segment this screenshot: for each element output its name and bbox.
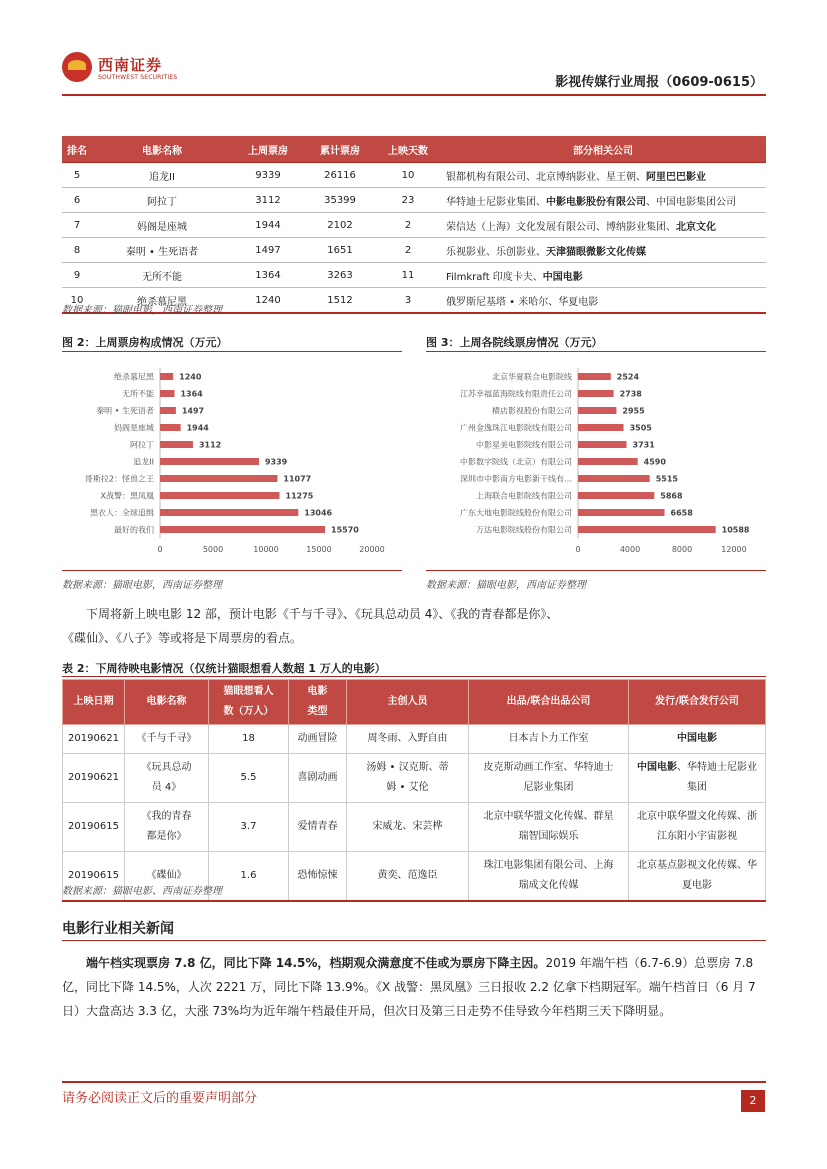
fig2-source: 数据来源：猫眼电影，西南证券整理 [62,580,222,591]
header-rule [62,94,766,96]
cast-cell-line: 黄奕、范逸臣 [377,870,438,881]
logo-text: 西南证券 [98,56,163,74]
rank-cell: 10 [62,288,92,314]
preview-line-2: 《碟仙》、《八子》等或将是下周票房的看点。 [62,631,303,645]
x-tick-label: 4000 [619,545,641,554]
bar-value-label: 6658 [670,508,693,518]
bar [578,373,611,380]
bar-value-label: 3731 [632,440,655,450]
category-label: 阿拉丁 [130,440,154,450]
film-name-cell-line: 都是你》 [146,831,187,842]
bar [160,509,298,516]
box-office-composition-chart [62,360,402,565]
x-tick-label: 0 [157,545,163,554]
cast-cell [347,725,469,754]
bar [160,373,173,380]
rank-cell: 7 [62,213,92,238]
table-row [62,263,766,288]
category-label: 绝杀慕尼黑 [114,372,154,382]
bar-value-label: 11275 [285,491,314,501]
producer-cell-line: 珠江电影集团有限公司、上海 [483,860,614,871]
distributor-highlight: 中国电影 [637,762,677,773]
bar [160,492,280,499]
rank-cell: 9 [62,263,92,288]
table2-header-row [63,680,766,725]
category-label: 深圳市中影南方电影新干线有… [460,474,572,484]
producer-cell [469,754,629,803]
news-paragraph [62,951,766,1023]
bar [578,441,627,448]
section-heading: 电影行业相关新闻 [62,921,174,937]
col-want-count: 猫眼想看人 数（万人） [209,680,289,725]
bar [578,492,654,499]
section-rule [62,940,766,941]
bar-value-label: 10588 [721,525,750,535]
bar-value-label: 1364 [180,389,203,399]
film-type-cell: 喜剧动画 [289,754,347,803]
category-label: 无所不能 [122,389,154,399]
companies-text: 乐视影业、乐创影业、 [446,246,546,258]
film-name-cell-line: 《碟仙》 [146,870,187,881]
logo-subtext: SOUTHWEST SECURITIES [98,74,178,81]
companies-highlight: 天津猫眼微影文化传媒 [546,246,646,258]
companies-text: 俄罗斯尼基塔 • 米哈尔、华夏电影 [446,296,599,308]
category-label: 横店影视股份有限公司 [492,406,572,416]
col-total: 累计票房 [304,136,376,163]
want-count-cell: 5.5 [209,754,289,803]
table-row [63,754,766,803]
table2-source: 数据来源：猫眼电影、西南证券整理 [62,886,222,897]
category-label: 广州金逸珠江电影院线有限公司 [460,423,572,433]
bar [160,526,325,533]
companies-cell [440,213,766,238]
days-cell: 3 [376,288,440,314]
companies-highlight: 北京文化 [676,221,716,233]
total-box-office-cell: 26116 [304,163,376,188]
days-cell: 2 [376,238,440,263]
table-row [63,725,766,754]
table-row [62,213,766,238]
distributor-cell [629,852,766,902]
film-name-cell-line: 《千与千寻》 [136,733,197,744]
distributor-cell [629,754,766,803]
cinema-line-chart [426,360,766,565]
producer-cell-line: 尼影业集团 [523,782,574,793]
release-date-cell: 20190621 [63,754,125,803]
want-count-cell: 1.6 [209,852,289,902]
companies-text: 银都机构有限公司、北京博纳影业、星王朝、 [446,171,646,183]
cast-cell-line: 姆 • 艾伦 [386,782,429,793]
bar-value-label: 1944 [186,423,209,433]
producer-cell-line: 皮克斯动画工作室、华特迪士 [483,762,614,773]
bar-value-label: 13046 [304,508,333,518]
category-label: 妈阁是座城 [114,423,154,433]
distributor-cell [629,725,766,754]
distributor-highlight: 中国电影 [677,733,717,744]
logo-icon [62,52,92,82]
category-label: 广东大地电影院线股份有限公司 [460,508,572,518]
footer-rule [62,1081,766,1083]
fig3-source: 数据来源：猫眼电影，西南证券整理 [426,580,586,591]
bar-value-label: 5515 [655,474,678,484]
table1-source: 数据来源：猫眼电影，西南证券整理 [62,305,222,316]
table2-title: 表 2：下周待映电影情况（仅统计猫眼想看人数超 1 万人的电影） [62,662,386,675]
col-companies: 部分相关公司 [440,136,766,163]
bar [578,509,665,516]
category-label: 哥斯拉2：怪兽之王 [84,474,154,484]
x-tick-label: 5000 [202,545,224,554]
bar-value-label: 1497 [181,406,205,416]
total-box-office-cell: 3263 [304,263,376,288]
film-name-cell [125,803,209,852]
days-cell: 10 [376,163,440,188]
col-film-type: 电影 类型 [289,680,347,725]
bar [160,441,193,448]
fig2-title: 图 2：上周票房构成情况（万元） [62,336,228,349]
release-date-cell: 20190621 [63,725,125,754]
days-cell: 2 [376,213,440,238]
total-box-office-cell: 1512 [304,288,376,314]
category-label: 中影星美电影院线有限公司 [476,440,572,450]
fig3-bottom-rule [426,570,766,571]
bar-value-label: 3505 [629,423,652,433]
companies-highlight: 中国电影 [542,271,583,283]
companies-cell [440,288,766,314]
col-cast: 主创人员 [347,680,469,725]
upcoming-films-table [62,679,766,902]
companies-text: 荣信达（上海）文化发展有限公司、博纳影业集团、 [446,221,676,233]
category-label: 秦明 • 生死语者 [96,406,154,416]
bar [578,407,616,414]
bar-value-label: 5868 [660,491,683,501]
companies-text-after: 、中国电影集团公司 [646,196,736,208]
category-label: 万达电影院线股份有限公司 [476,525,572,535]
bar [160,475,277,482]
producer-cell-line: 日本吉卜力工作室 [508,733,589,744]
bar-value-label: 3112 [198,440,222,450]
film-name-cell: 妈阁是座城 [92,213,232,238]
want-count-cell: 3.7 [209,803,289,852]
distributor-text: 北京中联华盟文化传媒、浙江东阳小宇宙影视 [637,811,757,842]
bar-value-label: 1240 [179,372,202,382]
distributor-cell [629,803,766,852]
companies-cell [440,188,766,213]
fig3-rule [426,351,766,352]
col-days: 上映天数 [376,136,440,163]
category-label: 中影数字院线（北京）有限公司 [460,457,572,467]
report-title: 影视传媒行业周报（0609-0615） [555,75,763,90]
category-label: 最好的我们 [114,525,154,535]
week-box-office-cell: 1364 [232,263,304,288]
release-date-cell: 20190615 [63,852,125,902]
film-name-cell-line: 员 4》 [151,782,182,793]
col-distributor: 发行/联合发行公司 [629,680,766,725]
producer-cell [469,725,629,754]
film-name-cell: 阿拉丁 [92,188,232,213]
film-type-cell: 爱情青春 [289,803,347,852]
bar [578,475,650,482]
bar [160,407,176,414]
preview-paragraph [62,602,766,650]
cast-cell [347,754,469,803]
cast-cell-line: 汤姆 • 汉克斯、蒂 [366,762,449,773]
distributor-text: 、华特迪士尼影业集团 [677,762,757,793]
days-cell: 11 [376,263,440,288]
category-label: 江苏幸福蓝海院线有限责任公司 [460,389,572,399]
table-row [62,188,766,213]
box-office-table [62,136,766,314]
fig3-title: 图 3：上周各院线票房情况（万元） [426,336,603,349]
col-release-date: 上映日期 [63,680,125,725]
x-tick-label: 0 [575,545,581,554]
companies-highlight: 阿里巴巴影业 [646,171,706,183]
category-label: 追龙II [133,457,154,467]
bar [578,424,624,431]
companies-cell [440,263,766,288]
film-name-cell-line: 《我的青春 [141,811,192,822]
cast-cell [347,852,469,902]
x-tick-label: 15000 [306,545,332,554]
bar [160,458,259,465]
total-box-office-cell: 35399 [304,188,376,213]
week-box-office-cell: 1240 [232,288,304,314]
bar [578,458,638,465]
film-type-cell: 动画冒险 [289,725,347,754]
bar-value-label: 9339 [264,457,288,467]
film-type-cell: 恐怖惊悚 [289,852,347,902]
film-name-cell: 追龙II [92,163,232,188]
days-cell: 23 [376,188,440,213]
table-row [62,238,766,263]
x-tick-label: 10000 [253,545,279,554]
film-name-cell [125,725,209,754]
total-box-office-cell: 2102 [304,213,376,238]
want-count-cell: 18 [209,725,289,754]
footer-notice: 请务必阅读正文后的重要声明部分 [62,1091,258,1106]
companies-highlight: 中影电影股份有限公司 [546,196,646,208]
bar-value-label: 2955 [622,406,645,416]
page-number: 2 [741,1090,765,1112]
col-film-name: 电影名称 [125,680,209,725]
week-box-office-cell: 3112 [232,188,304,213]
film-name-cell [125,754,209,803]
week-box-office-cell: 9339 [232,163,304,188]
col-week: 上周票房 [232,136,304,163]
category-label: 黑衣人：全球追缉 [90,508,154,518]
rank-cell: 8 [62,238,92,263]
table2-title-rule [62,676,766,677]
table-header-row [62,136,766,163]
bar-value-label: 15570 [331,525,359,535]
producer-cell-line: 瑞智国际娱乐 [518,831,579,842]
fig2-bottom-rule [62,570,402,571]
cast-cell [347,803,469,852]
fig2-rule [62,351,402,352]
companies-text: 华特迪士尼影业集团、 [446,196,546,208]
x-tick-label: 8000 [671,545,693,554]
news-headline: 端午档实现票房 7.8 亿，同比下降 14.5%，档期观众满意度不佳或为票房下降主因。 [86,956,546,970]
release-date-cell: 20190615 [63,803,125,852]
producer-cell-line: 北京中联华盟文化传媒、群星 [483,811,614,822]
rank-cell: 6 [62,188,92,213]
film-name-cell: 无所不能 [92,263,232,288]
film-name-cell: 绝杀慕尼黑 [92,288,232,314]
bar-value-label: 11077 [283,474,312,484]
producer-cell-line: 瑞成文化传媒 [518,880,579,891]
week-box-office-cell: 1497 [232,238,304,263]
col-name: 电影名称 [92,136,232,163]
x-tick-label: 12000 [721,545,747,554]
bar [160,390,174,397]
news-body: 2019 年端午档（6.7-6.9）总票房 7.8 亿，同比下降 14.5%，人次 2221 万，同比下降 13.9%。《X 战警：黑凤凰》三日报收 2.2 亿拿下档期冠军。端午档首日（6 月 7 日）大盘高达 3.3 亿，大涨 73%均为近年端午档最佳开局，但次日及第三日走势不佳导致今年档期三天下降明显。 [62,956,756,1018]
rank-cell: 5 [62,163,92,188]
week-box-office-cell: 1944 [232,213,304,238]
film-name-cell: 秦明 • 生死语者 [92,238,232,263]
bar-value-label: 4590 [643,457,666,467]
col-producer: 出品/联合出品公司 [469,680,629,725]
total-box-office-cell: 1651 [304,238,376,263]
companies-cell [440,238,766,263]
x-tick-label: 20000 [359,545,385,554]
category-label: 上海联合电影院线有限公司 [476,491,572,501]
film-name-cell-line: 《玩具总动 [141,762,192,773]
bar [578,526,716,533]
category-label: 北京华夏联合电影院线 [492,372,572,382]
table-row [63,803,766,852]
preview-line-1: 下周将新上映电影 12 部，预计电影《千与千寻》、《玩具总动员 4》、《我的青春都是你》、 [86,607,559,621]
cast-cell-line: 宋威龙、宋芸桦 [372,821,443,832]
cast-cell-line: 周冬雨、入野自由 [367,733,448,744]
companies-cell [440,163,766,188]
bar-value-label: 2524 [616,372,640,382]
bar [578,390,614,397]
col-rank: 排名 [62,136,92,163]
bar-value-label: 2738 [619,389,642,399]
producer-cell [469,852,629,902]
category-label: X战警：黑凤凰 [100,491,154,501]
bar [160,424,181,431]
producer-cell [469,803,629,852]
companies-text: Filmkraft 印度卡夫、 [446,271,543,283]
distributor-text: 北京基点影视文化传媒、华夏电影 [637,860,757,891]
table-row [62,163,766,188]
